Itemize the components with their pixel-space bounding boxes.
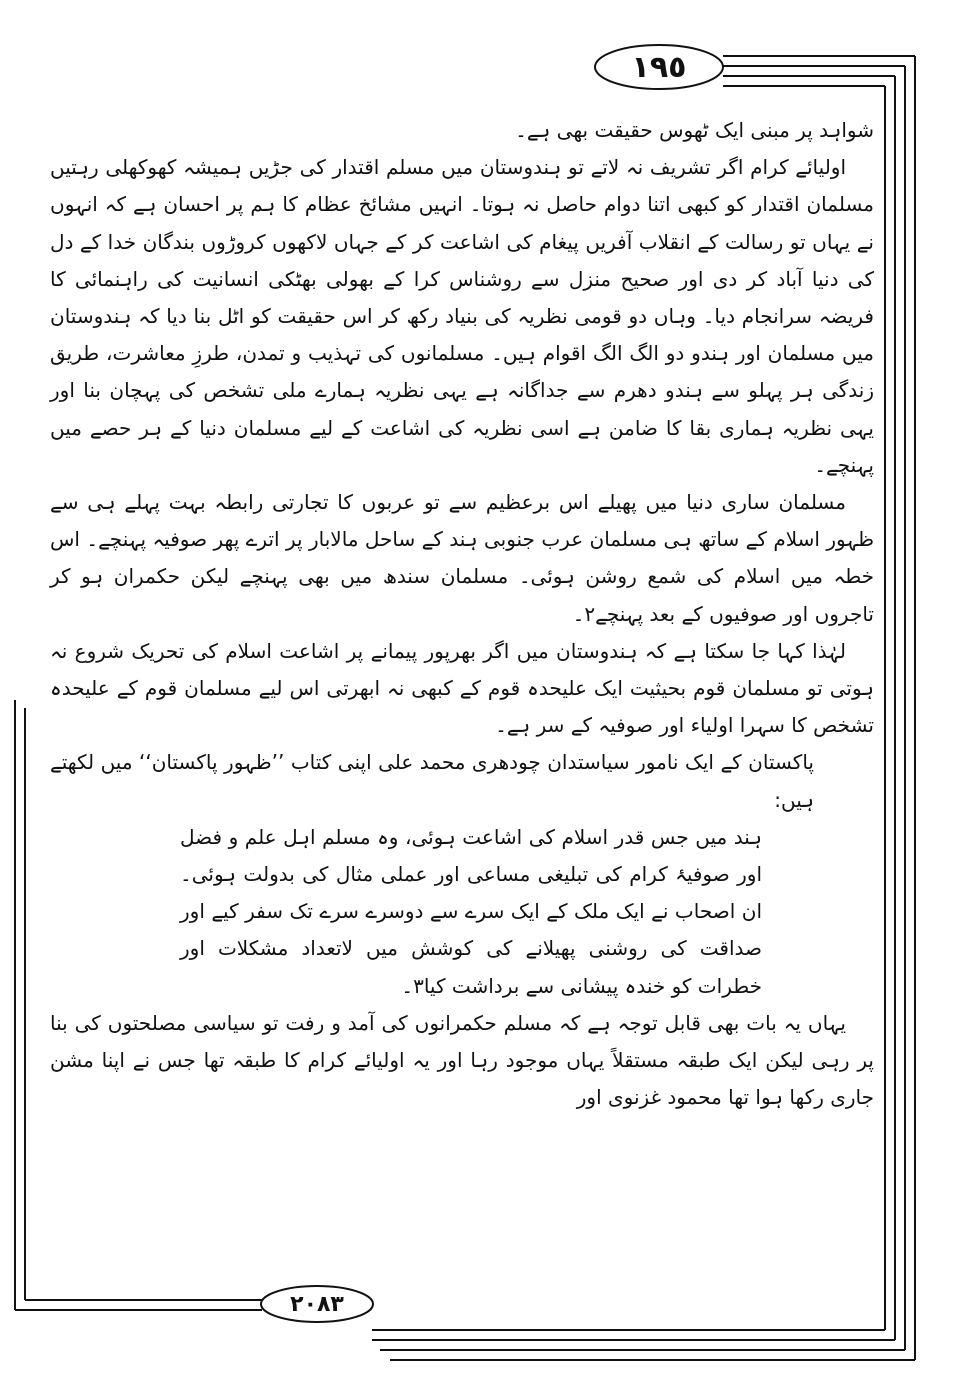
paragraph-2: اولیائے کرام اگر تشریف نہ لاتے تو ہندوستان میں مسلم اقتدار کی جڑیں ہمیشہ کھوکھلی رہتیں مسلمان اقتدار کو کبھی اتنا دوام حاصل نہ ہوتا۔ انہیں مشائخ عظام کا ہم پر احسان ہے کہ انہوں نے یہاں تو رسالت کے انقلاب آفریں پیغام کی اشاعت کر کے جہاں لاکھوں کروڑوں بندگان خدا کے دل کی دنیا آباد کر دی اور صحیح منزل سے روشناس کرا کے بھولی بھٹکی انسانیت کی راہنمائی کا فریضہ سرانجام دیا۔ وہاں دو قومی نظریہ کی بنیاد رکھ کر اس حقیقت کو اٹل بنا دیا کہ ہندوستان میں مسلمان اور ہندو دو الگ الگ اقوام ہیں۔ مسلمانوں کی تہذیب و تمدن، طرزِ معاشرت، طریق زندگی ہر پہلو سے ہندو دھرم سے جداگانہ ہے یہی نظریہ ہمارے ملی تشخص کی پہچان بنا اور یہی نظریہ ہماری بقا کا ضامن ہے اسی نظریہ کی اشاعت کے لیے مسلمان دنیا کے ہر حصے میں پہنچے۔: [50, 155, 874, 477]
body-text: [50, 112, 874, 1116]
closing-paragraph: یہاں یہ بات بھی قابل توجہ ہے کہ مسلم حکمرانوں کی آمد و رفت تو سیاسی مصلحتوں کی بنا پر رہی لیکن ایک طبقہ مستقلاً یہاں موجود رہا اور یہ اولیائے کرام کا طبقہ تھا جس نے اپنا مشن جاری رکھا ہوا تھا محمود غزنوی اور: [50, 1010, 875, 1110]
paragraph-1: شواہد پر مبنی ایک ٹھوس حقیقت بھی ہے۔: [515, 118, 874, 142]
paragraph-4: لہٰذا کہا جا سکتا ہے کہ ہندوستان میں اگر بھرپور پیمانے پر اشاعت اسلام کی تحریک شروع نہ ہوتی تو مسلمان قوم بحیثیت ایک علیحدہ قوم کے کبھی نہ ابھرتی اس لیے مسلمان قوم کے علیحدہ تشخص کا سہرا اولیاء اور صوفیہ کے سر ہے۔: [50, 638, 874, 738]
quote-intro: پاکستان کے ایک نامور سیاستدان چودھری محمد علی اپنی کتاب ’’ظہور پاکستان‘‘ میں لکھتے ہیں:: [50, 750, 814, 812]
paragraph-3: مسلمان ساری دنیا میں پھیلے اس برعظیم سے تو عربوں کا تجارتی رابطہ بہت پہلے ہی سے ظہور اسلام کے ساتھ ہی مسلمان عرب جنوبی ہند کے ساحل مالابار پر اترے پھر صوفیہ پہنچے۔ اس خطہ میں اسلام کی شمع روشن ہوئی۔ مسلمان سندھ میں بھی پہنچے لیکن حکمران ہو کر تاجروں اور صوفیوں کے بعد پہنچے۲۔: [50, 490, 874, 626]
top-page-number: ١٩٥: [631, 49, 687, 85]
block-quote: ہند میں جس قدر اسلام کی اشاعت ہوئی، وہ مسلم اہل علم و فضل اور صوفیۂ کرام کی تبلیغی مساعی اور عملی مثال کی بدولت ہوئی۔ ان اصحاب نے ایک ملک کے ایک سرے سے دوسرے سرے تک سفر کیے اور صداقت کی روشنی پھیلانے کی کوشش میں لاتعداد مشکلات اور خطرات کو خندہ پیشانی سے برداشت کیا۳۔: [180, 824, 762, 998]
bottom-page-number: ٢٠٨٣: [290, 1291, 344, 1317]
